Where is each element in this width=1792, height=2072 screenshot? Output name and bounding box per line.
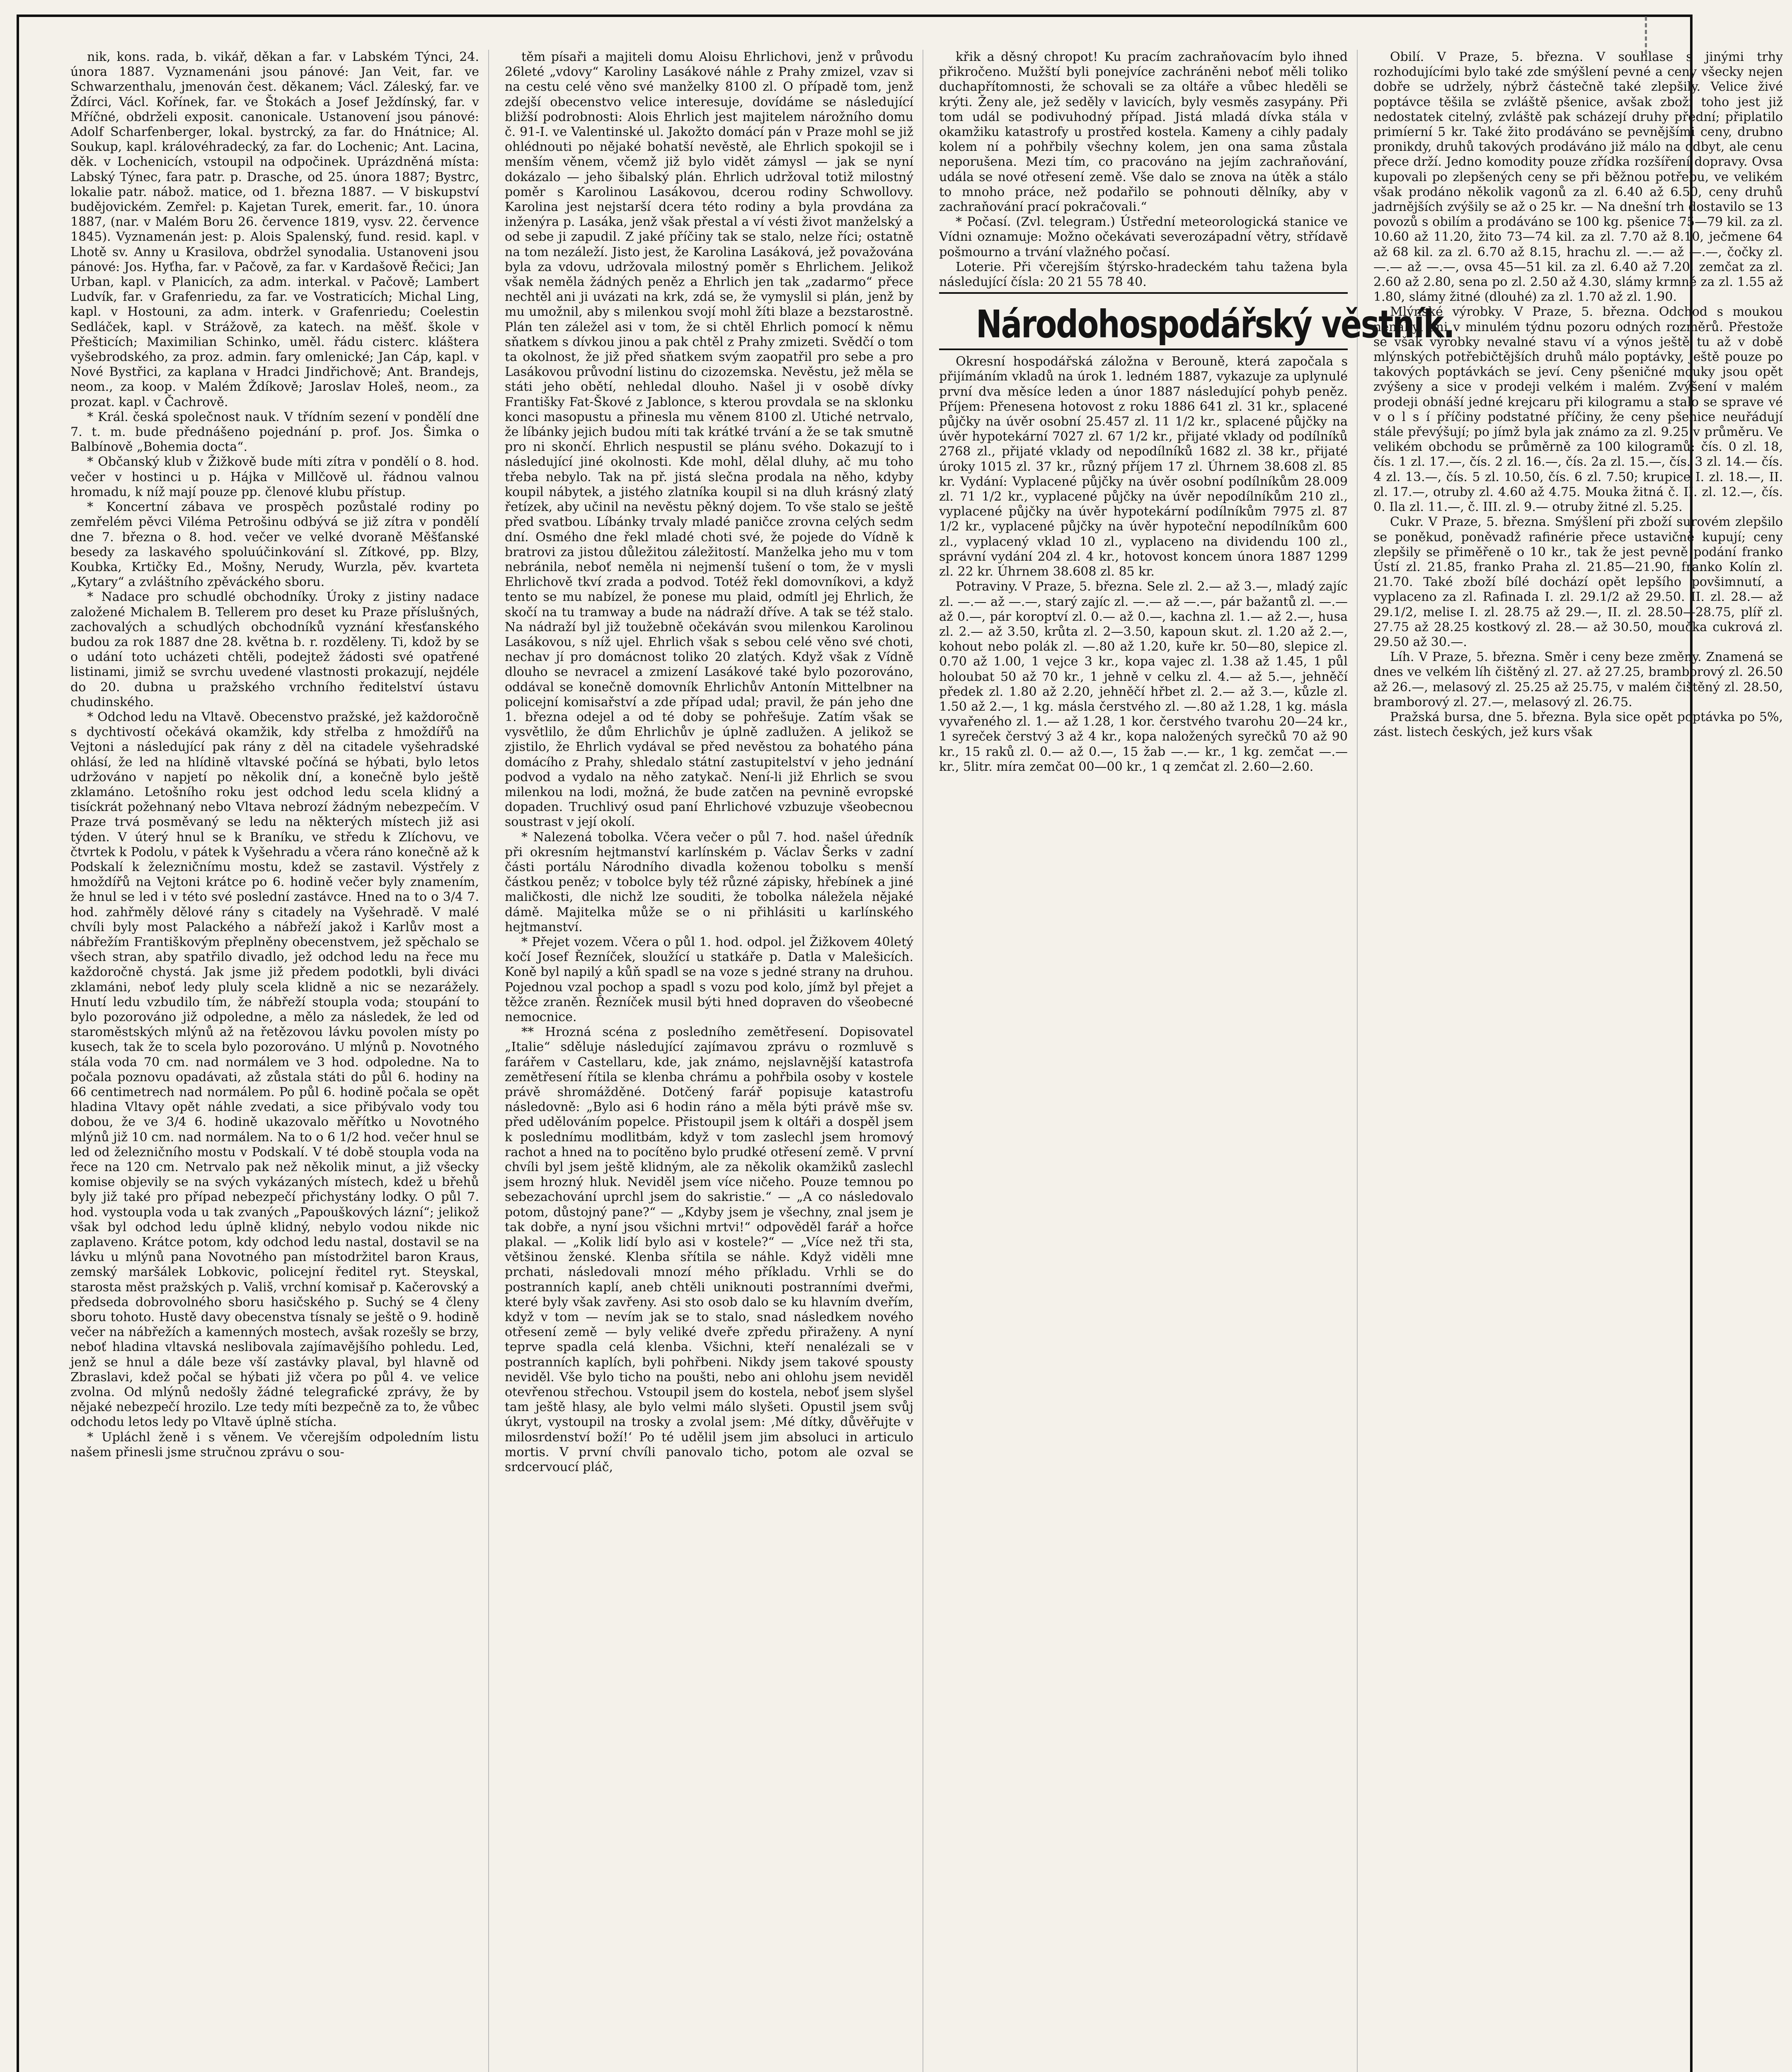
food-prices-report: Potraviny. V Praze, 5. března. Sele zl. 2.— až 3.—, mladý zajíc zl. —.— až —.—, starý zajíc zl. —.— až —.—, pár bažantů zl. —.— až 0.—, pár koroptví zl. 0.— až 0.—, kachna zl. 1.— až 2.—, husa zl. 2.— až 3.50, krůta zl. 2—3.50, kapoun skut. zl. 1.20 až 2.—, kohout nebo polák zl. —.80 až 1.20, kuře kr. 50—80, slepice zl. 0.70 až 1.00, 1 vejce 3 kr., kopa vajec zl. 1.38 až 1.45, 1 půl holoubat 50 až 70 kr., 1 jehně v celku zl. 4.— až 5.—, jehněčí předek zl. 1.80 až 2.20, jehněčí hřbet zl. 2.— až 3.—, kůzle zl. 1.50 až 2.—, 1 kg. másla čerstvého zl. —.80 až 1.28, 1 kg. másla vyvařeného zl. 1.— až 1.28, 1 kor. čerstvého tvarohu 20—24 kr., 1 syreček čerstvý 3 až 4 kr., kopa naložených syrečků 70 až 90 kr., 15 raků zl. 0.— až 0.—, 15 žab —.— kr., 1 kg. zemčat —.— kr., 5litr. míra zemčat 00—00 kr., 1 q zemčat zl. 2.60—2.60. bbox=[939, 579, 1348, 774]
runaway-husband-article-continued: těm písaři a majiteli domu Aloisu Ehrlichovi, jenž v průvodu 26leté „vdovy“ Karoliny Lasákové náhle z Prahy zmizel, vzav si na cestu celé věno své manželky 8100 zl. O případě tom, jenž zdejší obecenstvo velice interesuje, dovídáme se následující bližší podrobnosti: Alois Ehrlich jest majitelem nárožního domu č. 91-I. ve Valentinské ul. Jakožto domácí pán v Praze mohl se již ohlédnouti po nějaké bohatší nevěstě, ale Ehrlich spokojil se i menším věnem, včemž již bylo vidět zámysl — jak se nyní dokázalo — jeho šibalský plán. Ehrlich udržoval totiž milostný poměr s Karolinou Lasákovou, dcerou rodiny Schwollovy. Karolina jest nejstarší dcera této rodiny a byla provdána za inženýra p. Lasáka, jenž však přestal a ví vésti život manželský a od sebe ji zapudil. Z jaké příčiny tak se stalo, nelze říci; ostatně na tom nezáleží. Jisto jest, že Karolina Lasáková, jež považována byla za vdovu, udržovala milostný poměr s Ehrlichem. Jelikož však neměla žádných peněz a Ehrlich jen tak „zadarmo“ přece nechtěl ani ji uvázati na krk, zdá se, že vymyslil si plán, jenž by mu umožnil, aby s milenkou svojí mohl žíti blaze a bezstarostně. Plán ten záležel asi v tom, že si chtěl Ehrlich pomocí k němu sňatkem s dívkou jinou a pak chtěl z Prahy zmizeti. Svědčí o tom ta okolnost, že již před sňatkem svým zaopatřil pro sebe a pro Lasákovou průvodní listinu do cizozemska. Nevěstu, jež měla se státi jeho obětí, nehledal dlouho. Našel ji v osobě dívky Františky Fat-Škové z Jablonce, s kterou provdala se na sklonku konci masopustu a přinesla mu věnem 8100 zl. Utiché netrvalo, že líbánky jejich budou míti tak krátké trvání a že se tak smutně pro ni skončí. Ehrlich nespustil se plánu svého. Dokazují to i následující jiné okolnosti. Kde mohl, dělal dluhy, ač mu toho třeba nebylo. Tak na př. jistá slečna prodala na něho, kdyby koupil nábytek, a jistého zlatníka koupil si na dluh krásný zlatý řetízek, aby učinil na nevěstu pěkný dojem. To vše stalo se ještě před svatbou. Líbánky trvaly mladé paničce zrovna celých sedm dní. Osmého dne řekl mladé choti své, že pojede do Vídně k bratrovi za jistou důležitou záležitostí. Manželka jeho mu v tom nebránila, neboť neměla ni nejmenší tušení o tom, že v mysli Ehrlichově tkví zrada a podvod. Totéž řekl domovníkovi, a když tento se mu nabízel, že ponese mu plaid, odmítl jej Ehrlich, že skočí na tu tramway a bude na nádraží dříve. A tak se též stalo. Na nádraží byl již toužebně očekáván svou milenkou Karolinou Lasákovou, s níž ujel. Ehrlich však s sebou celé věno své choti, nechav jí pro domácnost toliko 20 zlatých. Když však z Vídně dlouho se nevracel a zmizení Lasákové také bylo pozorováno, oddával se konečně domovník Ehrlichův Antonín Mittelbner na policejní komisařství a zde případ udal; pravil, že pán jeho dne 1. března odejel a od té doby se pohřešuje. Zatím však se vysvětlilo, že dům Ehrlichův je úplně zadlužen. A jelikož se zjistilo, že Ehrlich vydával se před nevěstou za bohatého pána domácího z Prahy, shledalo státní zastupitelství v jeho jednání podvod a vydalo na něho zatykač. Není-li již Ehrlich se svou milenkou na lodi, možná, že bude zatčen na pevnině evropské dopaden. Truchlivý osud paní Ehrlichové vzbuzuje všeobecnou soustrast v její okolí. bbox=[505, 50, 913, 830]
prague-stock-exchange-report: Pražská bursa, dne 5. března. Byla sice opět poptávka po 5%, zást. listech českých, jež kurs však bbox=[1373, 709, 1783, 740]
section-rule-top bbox=[939, 292, 1348, 294]
column-1 bbox=[70, 50, 489, 2072]
sugar-market-report: Cukr. V Praze, 5. března. Smýšlení při zboží surovém zlepšilo se poněkud, poněvadž rafinérie přece ustavičně kupují; ceny zlepšily se přiměřeně o 10 kr., tak že jest pevně podání franko Ústí zl. 21.85, franko Praha zl. 21.85—21.90, franko Kolín zl. 21.70. Také zboží bílé dochází opět lepšího povšimnutí, a vyplaceno za zl. Rafinada I. zl. 29.1/2 až 29.50. II. zl. 28.— až 29.1/2, melise I. zl. 28.75 až 29.—, II. zl. 28.50—28.75, plíř zl. 27.75 až 28.25 kostkový zl. 28.— až 30.50, moučka cukrová zl. 29.50 až 30.—. bbox=[1373, 515, 1783, 649]
merchant-foundation-notice: * Nadace pro schudlé obchodníky. Úroky z jistiny nadace založené Michalem B. Tellerem pro deset ku Praze příslušných, zachovalých a schudlých obchodníků vyznání křesťanského budou za rok 1887 dne 28. května b. r. rozděleny. Ti, kdož by se o udání toto ucházeti chtěli, podejtež žádosti své opatřené listinami, jimiž se svrchu uvedené vlastnosti prokazují, nejdéle do 20. dubna u pražského vrchního ředitelství ústavu chudinského. bbox=[70, 590, 479, 709]
society-of-sciences-notice: * Král. česká společnost nauk. V třídním sezení v pondělí dne 7. t. m. bude přednášeno pojednání p. prof. Jos. Šimka o Balbínově „Bohemia docta“. bbox=[70, 409, 479, 455]
column-4 bbox=[1373, 50, 1792, 2072]
concert-notice: * Koncertní zábava ve prospěch pozůstalé rodiny po zemřelém pěvci Viléma Petrošinu odbývá se již zítra v pondělí dne 7. března o 8. hod. večer ve velké dvoraně Měšťanské besedy za laskavého spoluúčinkování sl. Zítkové, pp. Blzy, Koubka, Krtičky Ed., Mošny, Nerudy, Wurzla, pěv. kvarteta „Kytary“ a zvláštního zpěváckého sboru. bbox=[70, 500, 479, 590]
runaway-husband-article-start: * Upláchl ženě i s věnem. Ve včerejším odpoledním listu našem přinesli jsme stručnou zprávu o sou- bbox=[70, 1430, 479, 1460]
earthquake-scene-article: ** Hrozná scéna z posledního zemětřesení. Dopisovatel „Italie“ sděluje následující zajímavou zprávu o rozmluvě s farářem v Castellaru, kde, jak známo, nejslavnější katastrofa zemětřesení řítila se klenba chrámu a pohřbila osoby v kostele právě shromážděné. Dotčený farář popisuje katastrofu následovně: „Bylo asi 6 hodin ráno a měla býti právě mše sv. před udělováním popelce. Přistoupil jsem k oltáři a dospěl jsem k poslednímu modlitbám, když v tom zaslechl jsem hromový rachot a hned na to pocítěno bylo prudké otřesení země. V první chvíli byl jsem ještě klidným, ale za několik okamžiků zaslechl jsem hrozný hluk. Neviděl jsem více ničeho. Pouze temnou po sebezachování uprchl jsem do sakristie.“ — „A co následovalo potom, důstojný pane?“ — „Kdyby jsem je všechny, znal jsem je tak dobře, a nyní jsou všichni mrtvi!“ odpověděl farář a hořce plakal. — „Kolik lidí bylo asi v kostele?“ — „Více než tři sta, většinou ženské. Klenba sřítila se náhle. Když viděli mne prchati, následovali mnozí mého příkladu. Vrhli se do postranních kaplí, aneb chtěli uniknouti postranními dveřmi, které byly však zavřeny. Asi sto osob dalo se ku hlavním dveřím, když v tom — nevím jak se to stalo, snad následkem nového otřesení země — byly veliké dveře zpředu přiraženy. A nyní teprve spadla celá klenba. Všichni, kteří nenalézali se v postranních kaplích, byli pohřbeni. Nikdy jsem takové spousty neviděl. Vše bylo ticho na poušti, nebo ani ohlohu jsem neviděl otevřenou střechou. Vstoupil jsem do kostela, neboť jsem slyšel tam ještě hlasy, ale bylo velmi málo slyšeti. Opustil jsem svůj úkryt, vystoupil na trosky a zvolal jsem: ‚Mé dítky, důvěřujte v milosrdenství boží!‘ Po té udělil jsem jim absoluci in articulo mortis. V první chvíli panovalo ticho, potom ale ozval se srdcervoucí pláč, bbox=[505, 1025, 913, 1475]
column-2 bbox=[505, 50, 923, 2072]
lottery-notice: Loterie. Při včerejším štýrsko-hradeckém tahu tažena byla následující čísla: 20 21 55 78 40. bbox=[939, 259, 1348, 290]
zizkov-club-notice: * Občanský klub v Žižkově bude míti zítra v pondělí o 8. hod. večer v hostinci u p. Hájka v Millčově ul. řádnou valnou hromadu, k níž mají pouze pp. členové klubu přístup. bbox=[70, 455, 479, 499]
earthquake-scene-article-continued: křik a děsný chropot! Ku pracím zachraňovacím bylo ihned přikročeno. Mužští byli ponejvíce zachráněni neboť měli toliko duchapřítomnosti, že schovali se za oltáře a vůbec hleděli se krýti. Ženy ale, jež seděly v lavicích, byly vesměs zasypány. Při tom udál se podivuhodný případ. Jistá mladá dívka stála v okamžiku katastrofy u prostřed kostela. Kameny a cihly padaly kolem ní a pohřbily všechny kolem, jen ona sama zůstala neporušena. Mezi tím, co pracováno na jejím zachraňování, udála se nové otřesení země. Vše dalo se znova na útěk a stálo to mnoho práce, než podařilo se pohnouti dělníky, aby v zachraňování prací pokračovali.“ bbox=[939, 50, 1348, 215]
savings-bank-report: Okresní hospodářská záložna v Berouně, která započala s přijímáním vkladů na úrok 1. ledném 1887, vykazuje za uplynulé první dva měsíce leden a únor 1887 následující pohyb peněz. Příjem: Přenesena hotovost z roku 1886 641 zl. 31 kr., splacené půjčky na úvěr osobní 25.457 zl. 11 1/2 kr., splacené půjčky na úvěr hypotekární 7027 zl. 67 1/2 kr., přijaté vklady od podílníků 2768 zl., přijaté vklady od nepodílníků 1682 zl. 38 kr., přijaté úroky 1015 zl. 37 kr., různý příjem 17 zl. Úhrnem 38.608 zl. 85 kr. Vydání: Vyplacené půjčky na úvěr osobní podílníkům 28.009 zl. 71 1/2 kr., vyplacené půjčky na úvěr nepodílníkům 210 zl., vyplacené půjčky na úvěr hypotekární podílníkům 7975 zl. 87 1/2 kr., vyplacené půjčky na úvěr hypoteční nepodílníkům 600 zl., vyplacený vklad 10 zl., vyplaceno na dividendu 100 zl., správní vydání 204 zl. 4 kr., hotovost koncem února 1887 1299 zl. 22 kr. Úhrnem 38.608 zl. 85 kr. bbox=[939, 354, 1348, 579]
found-wallet-notice: * Nalezená tobolka. Včera večer o půl 7. hod. našel úředník při okresním hejtmanství karlínském p. Václav Šerks v zadní části portálu Národního divadla koženou tobolku s menší částkou peněz; v tobolce byly též různé zápisky, hřebínek a jiné maličkosti, dle nichž lze souditi, že tobolka náležela nějaké dámě. Majitelka může se o ni přihlásiti u karlínského hejtmanství. bbox=[505, 830, 913, 934]
section-rule-bottom bbox=[939, 349, 1348, 350]
page-corner-mark bbox=[1645, 17, 1672, 54]
economic-section-title: Národohospodářský věstník. bbox=[976, 302, 1454, 347]
columns bbox=[70, 50, 1783, 2072]
mill-products-report: Mlýnské výrobky. V Praze, 5. března. Odchod s moukou nenabyl ani v minulém týdnu pozoru odných rozměrů. Přestože se však výrobky nevalné stavu ví a výnos ještě tu až v době mlýnských potřebičtějších druhů málo poptávky, ještě pouze po takových poptávkách se jeví. Ceny pšeničné mouky jsou opět zvýšeny a sice v prodeji velkém i malém. Zvýšení v malém prodeji obnáší jedné krejcaru při kilogramu a stalo se sprave vé v o l s í příčiny podstatné příčiny, že ceny pšenice neuřádují stále převýšují; po jímž byla jak známo za zl. 9.25 v průměru. Ve velikém obchodu se průměrně za 100 kilogramů: čís. 0 zl. 18, čís. 1 zl. 17.—, čís. 2 zl. 16.—, čís. 2a zl. 15.—, čís. 3 zl. 14.— čís. 4 zl. 13.—, čís. 5 zl. 10.50, čís. 6 zl. 7.50; krupice I. zl. 18.—, II. zl. 17.—, otruby zl. 4.60 až 4.75. Mouka žitná č. II. zl. 12.—, čís. 0. Ila zl. 11.—, č. III. zl. 9.— otruby žitné zl. 5.25. bbox=[1373, 305, 1783, 515]
run-over-notice: * Přejet vozem. Včera o půl 1. hod. odpol. jel Žižkovem 40letý kočí Josef Řezníček, sloužící u statkáře p. Datla v Malešicích. Koně byl napilý a kůň spadl se na voze s jedné strany na druhou. Pojednou vzal pochop a spadl s vozu pod kolo, jímž byl přejet a těžce zraněn. Řezníček musil býti hned dopraven do všeobecné nemocnice. bbox=[505, 934, 913, 1024]
grain-market-report: Obilí. V Praze, 5. března. V souhlase s jinými trhy rozhodujícími bylo také zde smýšlení pevné a ceny všecky nejen dobře se udržely, nýbrž částečně také zlepšily. Velice živé poptávce těšila se zvláště pšenice, avšak zboží toho jest již nedostatek citelný, zvláště pak scházejí druhy přední; připlatilo primíerní 5 kr. Také žito prodáváno se pevnějšími ceny, drubno pronikdy, druhů takových prodáváno již málo na odbyt, ale cenu přece drží. Jedno komodity pouze zřídka rozšíření dopravy. Ovsa kupovali po zlepšených ceny se při běžnou potřebu, ve velikém však prodáno několik vagonů za zl. 6.40 až 6.50, ceny druhů jadrnějších zvýšily se až o 25 kr. — Na dnešní trh dostavilo se 13 povozů s obilím a prodáváno se 100 kg. pšenice 75—79 kil. za zl. 10.60 až 11.20, žito 73—74 kil. za zl. 7.70 až 8.10, ječmene 64 až 68 kil. za zl. 6.70 až 8.15, hrachu zl. —.— až —.—, čočky zl. —.— až —.—, ovsa 45—51 kil. za zl. 6.40 až 7.20, zemčat za zl. 2.60 až 2.80, sena po zl. 2.50 až 4.30, slámy krmné za zl. 1.55 až 1.80, slámy žitné (dlouhé) za zl. 1.70 až zl. 1.90. bbox=[1373, 50, 1783, 305]
column-3 bbox=[939, 50, 1454, 2072]
spirits-market-report: Líh. V Praze, 5. března. Směr i ceny beze změny. Znamená se dnes ve velkém líh čištěný zl. 27. až 27.25, bramborový zl. 26.50 až 26.—, melasový zl. 25.25 až 25.75, v malém čištěný zl. 28.50, bramborový zl. 27.—, melasový zl. 26.75. bbox=[1373, 650, 1783, 709]
vltava-ice-article: * Odchod ledu na Vltavě. Obecenstvo pražské, jež každoročně s dychtivostí očekává okamžik, kdy střelba z hmoždířů na Vejtoni a následující pak rány z děl na citadele vyšehradské ohlásí, že led na hlídině vltavské počíná se hýbati, bylo letos udržováno v napjetí po několik dní, a konečně bylo ještě zklamáno. Letošního roku jest odchod ledu scela klidný a tisíckrát požehnaný nebo Vltava nebrozí žádným nebezpečím. V Praze trvá posměvaný se ledu na některých místech již asi týden. V úterý hnul se k Braníku, ve středu k Zlíchovu, ve čtvrtek k Podolu, v pátek k Vyšehradu a včera ráno konečně až k Podskalí k železničnímu mostu, kdež se zastavil. Výstřely z hmoždířů na Vejtoni krátce po 6. hodině večer byly znamením, že hnul se led i v této své poslední zastávce. Hned na to o 3/4 7. hod. zahřměly dělové rány s citadely na Vyšehradě. V malé chvíli byly most Palackého a nábřeží jakož i Karlův most a nábřežím Františkovým přeplněny obecenstvem, jež spěchalo se všech stran, aby spatřilo divadlo, jež odchod ledu na řece mu každoročně chystá. Jak jsme již předem podotkli, byli diváci zklamáni, neboť ledy pluly scela klidně a nic se nezarážely. Hnutí ledu vzbudilo tím, že nábřeží stoupla voda; stoupání to bylo pozorováno již odpoledne, a mělo za následek, že led od staroměstských mlýnů až na řetězovou lávku povolen místy po kusech, tak že to scela bylo pozorováno. U mlýnů p. Novotného stála voda 70 cm. nad normálem ve 3 hod. odpoledne. Na to počala poznovu opadávati, až zůstala státi do půl 6. hodiny na 66 centimetrech nad normálem. Po půl 6. hodině počala se opět hladina Vltavy opět náhle zvedati, a sice přibývalo vody tou dobou, že ve 3/4 6. hodině ukazovalo měřítko u Novotného mlýnů již 10 cm. nad normálem. Na to o 6 1/2 hod. večer hnul se led od železničního mostu v Podskalí. V té době stoupla voda na řece na 120 cm. Netrvalo pak než několik minut, a již všecky komise objevily se na svých vykázaných místech, kdež u břehů byly již také pro případ nebezpečí přichystány lodky. O půl 7. hod. vystoupla voda u tak zvaných „Papouškových lázní“; jelikož však byl odchod ledu úplně klidný, nebylo vodou nikde nic zaplaveno. Krátce potom, kdy odchod ledu nastal, dostavil se na lávku u mlýnů pana Novotného pan místodržitel baron Kraus, zemský maršálek Lobkovic, policejní ředitel ryt. Steyskal, starosta měst pražských p. Vališ, vrchní komisař p. Kačerovský a předseda dobrovolného sboru hasičského p. Suchý se 4 členy sboru tohoto. Hustě davy obecenstva tísnaly se ještě o 9. hodině večer na nábřežích a kamenných mostech, avšak rozešly se brzy, neboť hladina vltavská neslibovala zajímavějšího pohledu. Led, jenž se hnul a dále beze vší zastávky plaval, byl hlavně od Zbraslavi, kdež počal se hýbati již včera po půl 4. ve velice zvolna. Od mlýnů nedošly žádné telegrafické zprávy, že by nějaké nebezpečí hrozilo. Lze tedy míti bezpečně za to, že vůbec odchodu letos ledy po Vltavě úplně stícha. bbox=[70, 709, 479, 1430]
weather-notice: * Počasí. (Zvl. telegram.) Ústřední meteorologická stanice ve Vídni oznamuje: Možno očekávati severozápadní větry, střídavě pošmourno a trvání vlažného počasí. bbox=[939, 215, 1348, 259]
church-appointments-article: nik, kons. rada, b. vikář, děkan a far. v Labském Týnci, 24. února 1887. Vyznamenáni jsou pánové: Jan Veit, far. ve Schwarzenthalu, jmenován čest. děkanem; Václ. Záleský, far. ve Ždírci, Václ. Kořínek, far. ve Štokách a Josef Ježdínský, far. v Mříčné, obdrželi exposit. canonicale. Ustanovení jsou pánové: Adolf Scharfenberger, lokal. bystrcký, za far. do Hnátnice; Al. Soukup, kapl. královéhradecký, za far. do Lochenic; Ant. Lacina, děk. v Lochenicích, vstoupil na odpočinek. Uprázdněná místa: Labský Týnec, fara patr. p. Drasche, od 25. února 1887; Bystrc, lokalie patr. nábož. matice, od 1. března 1887. — V biskupství budějovickém. Zemřel: p. Kajetan Turek, emerit. far., 10. února 1887, (nar. v Malém Boru 26. července 1819, vysv. 22. července 1845). Vyznamenán jest: p. Alois Spalenský, fund. resid. kapl. v Lhotě sv. Anny u Krasilova, obdržel synodalia. Ustanoveni jsou pánové: Jos. Hyťha, far. v Pačově, za far. v Kardašově Řečici; Jan Urban, kapl. v Planicích, za adm. interkal. v Pačově; Lambert Ludvík, far. v Grafenriedu, za far. ve Vostraticích; Michal Ling, kapl. v Hostouni, za adm. interk. v Grafenriedu; Coelestin Sedláček, kapl. v Strážově, za katech. na měšť. škole v Přešticích; Maximilian Schinko, uměl. řádu cisterc. kláštera vyšebrodského, za proz. admin. fary omlenické; Jan Cáp, kapl. v Nové Bystřici, za kaplana v Hradci Jindřichově; Ant. Brandejs, neom., za koop. v Malém Ždíkově; Jaroslav Holeš, neom., za prozat. kapl. v Čachrově. bbox=[70, 50, 479, 409]
